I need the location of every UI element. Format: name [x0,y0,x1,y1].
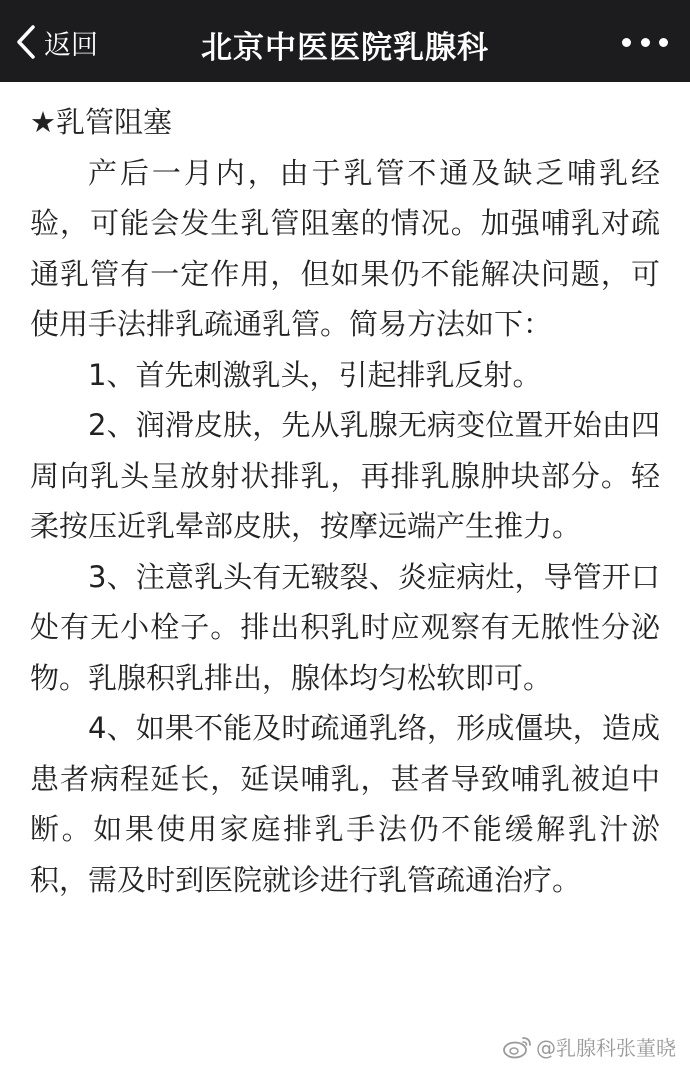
dot-icon [622,38,631,47]
back-label: 返回 [44,29,98,61]
weibo-logo-icon [502,1035,532,1059]
article-body [30,97,660,905]
weibo-watermark [502,1032,676,1061]
top-nav-bar [0,0,690,82]
step-4: 4、如果不能及时疏通乳络，形成僵块，造成患者病程延长，延误哺乳，甚者导致哺乳被迫中断。如果使用家庭排乳手法仍不能缓解乳汁淤积，需及时到医院就诊进行乳管疏通治疗。 [30,711,660,897]
step-1: 1、首先刺激乳头，引起排乳反射。 [88,357,542,392]
dot-icon [641,38,650,47]
watermark-text: @乳腺科张董晓 [536,1036,676,1060]
step-2: 2、润滑皮肤，先从乳腺无病变位置开始由四周向乳头呈放射状排乳，再排乳腺肿块部分。轻柔按压近乳晕部皮肤，按摩远端产生推力。 [30,408,660,543]
step-3: 3、注意乳头有无皲裂、炎症病灶，导管开口处有无小栓子。排出积乳时应观察有无脓性分泌物。乳腺积乳排出，腺体均匀松软即可。 [30,559,660,695]
dot-icon [659,38,668,47]
more-options-button[interactable] [622,30,668,54]
intro-paragraph: 产后一月内，由于乳管不通及缺乏哺乳经验，可能会发生乳管阻塞的情况。加强哺乳对疏通乳管有一定作用，但如果仍不能解决问题，可使用手法排乳疏通乳管。简易方法如下： [30,155,660,341]
section-heading: ★乳管阻塞 [30,105,172,139]
page-title: 北京中医医院乳腺科 [201,30,489,66]
